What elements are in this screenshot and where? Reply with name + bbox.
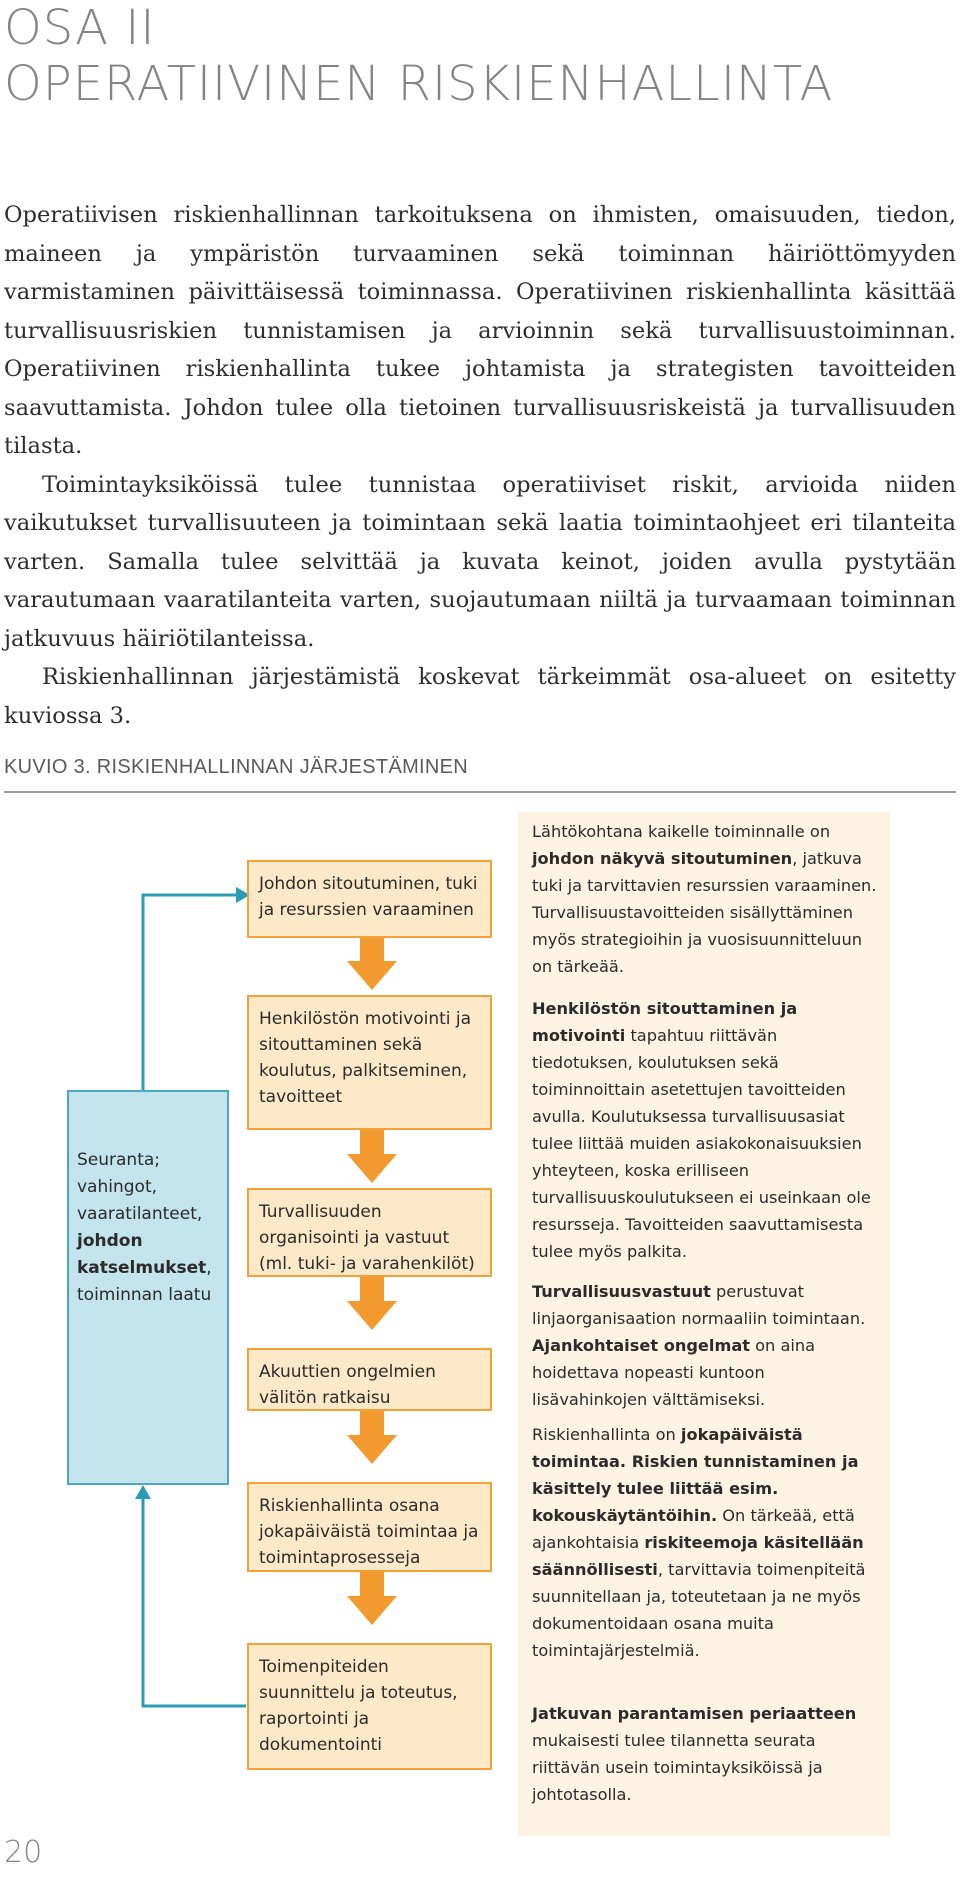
page-title: OPERATIIVINEN RISKIENHALLINTA: [4, 56, 834, 112]
note-bold-text: riskiteemoja käsitellään säännöllisesti: [532, 1533, 864, 1579]
note-text: tapahtuu riittävän tiedotuksen, koulutuksen sekä toiminnoittain asetettujen tavoitteiden avulla. Koulutuksessa turvallisuusasiat tulee liittää muiden asiakokonaisuuksien yhteyteen, koska erilliseen turvallisuuskoulutukseen ei useinkaan ole resursseja. Tavoitteiden saavuttamisesta tulee myös palkita.: [532, 1026, 871, 1261]
monitoring-text: , toiminnan laatu: [77, 1258, 212, 1305]
monitoring-box: [67, 1090, 229, 1485]
note-text: , tarvittavia toimenpiteitä suunnitellaan ja, toteutetaan ja ne myös dokumentoidaan osana muita toimintajärjestelmiä.: [532, 1560, 866, 1660]
notes-panel: [518, 812, 890, 1836]
note-bold-text: johdon näkyvä sitoutuminen: [532, 849, 793, 868]
note-section: [532, 818, 882, 980]
figure-caption: KUVIO 3. RISKIENHALLINNAN JÄRJESTÄMINEN: [4, 756, 469, 778]
note-bold-text: Ajankohtaiset ongelmat: [532, 1336, 750, 1355]
step-box: Henkilöstön motivointi ja sitouttaminen sekä koulutus, palkitseminen, tavoitteet: [247, 995, 492, 1130]
note-text: on aina hoidettava nopeasti kuntoon lisävahinkojen välttämiseksi.: [532, 1336, 816, 1409]
note-text: , jatkuva tuki ja tarvittavien resurssien varaaminen. Turvallisuustavoitteiden sisällyttäminen myös strategioihin ja vuosisuunnitteluun on tärkeää.: [532, 849, 877, 976]
connector-arrowhead: [135, 1485, 151, 1499]
down-arrow-icon: [347, 1130, 397, 1183]
note-bold-text: jokapäiväistä toimintaa. Riskien tunnistaminen ja käsittely tulee liittää esim. kokouskäytäntöihin.: [532, 1425, 859, 1525]
down-arrow-icon: [347, 1277, 397, 1330]
step-box: Toimenpiteiden suunnittelu ja toteutus, raportointi ja dokumentointi: [247, 1643, 492, 1770]
note-text: Lähtökohtana kaikelle toiminnalle on: [532, 822, 831, 841]
part-heading: OSA II: [4, 0, 156, 56]
note-text: perustuvat linjaorganisaation normaaliin toimintaan.: [532, 1282, 866, 1328]
note-section: [532, 995, 882, 1265]
note-section: [532, 1700, 882, 1808]
intro-paragraph: Riskienhallinnan järjestämistä koskevat tärkeimmät osa-alueet on esitetty kuviossa 3.: [4, 664, 956, 729]
down-arrow-icon: [347, 937, 397, 990]
note-text: mukaisesti tulee tilannetta seurata riittävän usein toimintayksiköissä ja johtotasolla.: [532, 1731, 823, 1804]
note-bold-text: Jatkuvan parantamisen periaatteen: [532, 1704, 857, 1723]
step-box: Turvallisuuden organisointi ja vastuut (ml. tuki- ja varahenkilöt): [247, 1188, 492, 1277]
step-box: Akuuttien ongelmien välitön ratkaisu: [247, 1348, 492, 1411]
intro-paragraph: Operatiivisen riskienhallinnan tarkoituksena on ihmisten, omaisuuden, tiedon, maineen ja ympäristön turvaaminen sekä toiminnan häiriöttömyyden varmistaminen päivittäisessä toiminnassa. Operatiivinen riskienhallinta käsittää turvallisuusriskien tunnistamisen ja arvioinnin sekä turvallisuustoiminnan. Operatiivinen riskienhallinta tukee johtamista ja strategisten tavoitteiden saavuttamista. Johdon tulee olla tietoinen turvallisuusriskeistä ja turvallisuuden tilasta.: [4, 202, 956, 459]
note-section: [532, 1278, 882, 1413]
page-number: 20: [4, 1835, 43, 1870]
note-section: [532, 1421, 882, 1664]
connector-up-line: [143, 895, 238, 1090]
monitoring-bold-text: johdon katselmukset: [77, 1231, 207, 1278]
step-box: Johdon sitoutuminen, tuki ja resurssien varaaminen: [247, 860, 492, 938]
monitoring-text: Seuranta; vahingot, vaaratilanteet,: [77, 1150, 203, 1224]
note-bold-text: Henkilöstön sitouttaminen ja motivointi: [532, 999, 798, 1045]
step-box: Riskienhallinta osana jokapäiväistä toimintaa ja toimintaprosesseja: [247, 1482, 492, 1572]
note-text: On tärkeää, että ajankohtaisia: [532, 1506, 855, 1552]
note-text: Riskienhallinta on: [532, 1425, 681, 1444]
intro-paragraph: Toimintayksiköissä tulee tunnistaa operatiiviset riskit, arvioida niiden vaikutukset turvallisuuteen ja toimintaan sekä laatia toimintaohjeet eri tilanteita varten. Samalla tulee selvittää ja kuvata keinot, joiden avulla pystytään varautumaan vaaratilanteita varten, suojautumaan niiltä ja turvaamaan toiminnan jatkuvuus häiriötilanteissa.: [4, 471, 956, 652]
connector-return-line: [143, 1497, 246, 1706]
note-bold-text: Turvallisuusvastuut: [532, 1282, 711, 1301]
down-arrow-icon: [347, 1411, 397, 1464]
down-arrow-icon: [347, 1572, 397, 1625]
